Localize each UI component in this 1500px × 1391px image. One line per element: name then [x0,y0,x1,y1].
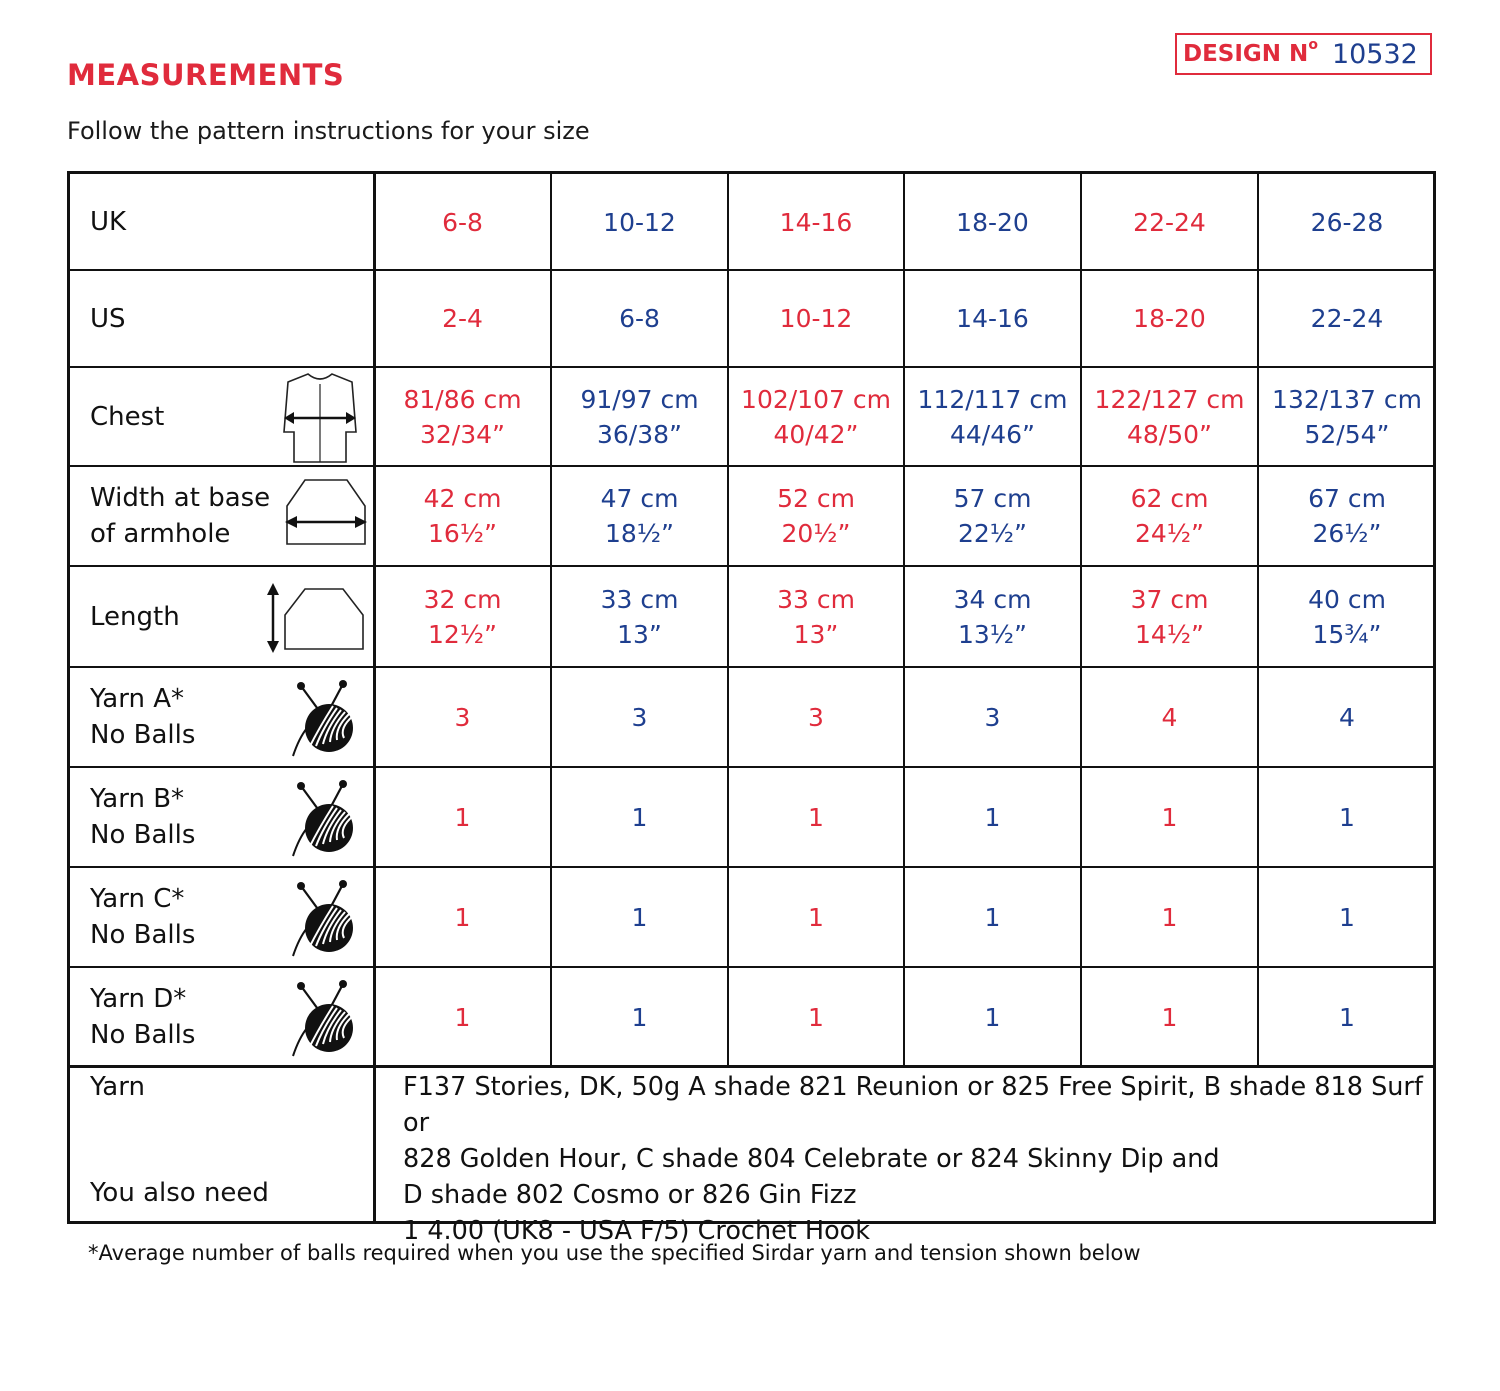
size-value-cell [1081,900,1258,935]
size-value-cell [1081,301,1258,336]
size-value-cell [374,301,551,336]
row-label [90,480,270,552]
yarn-details-line: 1 4.00 (UK8 - USA F/5) Crochet Hook [403,1216,871,1246]
size-value-line: 3 [631,702,648,732]
row-label-line: Chest [90,401,165,432]
size-value-cell [904,900,1081,935]
size-value-line: 26-28 [1310,207,1384,237]
width-diagram-icon [283,476,369,550]
size-value-line: 34 cm [953,584,1032,614]
size-value-line: 1 [454,902,471,932]
subtitle: Follow the pattern instructions for your size [67,117,590,145]
size-value-line: 32/34” [420,419,505,449]
yarn-details [403,1069,1433,1249]
size-value-line: 32 cm [423,584,502,614]
row-label [90,981,195,1053]
size-value-line: 1 [984,1002,1001,1032]
size-value-line: 33 cm [600,584,679,614]
size-value-cell [374,205,551,240]
row-label [90,881,195,953]
size-value-line: 6-8 [442,207,483,237]
chest-diagram-icon [280,370,360,472]
row-divider [70,666,1433,668]
size-value-cell [374,900,551,935]
size-value-line: 6-8 [619,304,660,333]
size-value-cell [728,205,904,240]
size-value-line: 48/50” [1127,419,1212,449]
size-value-line: 22½” [958,519,1027,548]
size-value-line: 10-12 [779,304,853,333]
size-value-cell [1081,582,1258,652]
row-label [90,301,126,337]
size-value-line: 1 [808,902,824,932]
size-value-cell [904,382,1081,452]
size-value-line: 1 [631,802,648,832]
size-value-line: 40/42” [773,419,859,449]
size-value-line: 13” [793,619,839,649]
size-value-line: 132/137 cm [1272,384,1422,414]
size-value-line: 1 [1339,1002,1355,1032]
size-value-line: 57 cm [953,484,1032,513]
row-label [90,399,164,435]
size-value-line: 1 [808,802,824,832]
size-value-cell [374,382,551,452]
size-value-line: 67 cm [1308,484,1386,513]
size-value-line: 52 cm [777,484,855,513]
row-label-line: No Balls [90,820,196,850]
size-value-cell [728,382,904,452]
row-divider [70,565,1433,567]
size-value-line: 33 cm [777,584,855,614]
size-value-cell [1258,800,1436,835]
size-value-cell [551,301,728,336]
size-value-cell [551,481,728,551]
row-label-line: Yarn D* [90,984,187,1014]
size-value-line: 14½” [1135,619,1204,649]
also-need-label: You also need [90,1178,269,1208]
row-label-line: No Balls [90,720,196,750]
row-label-line: Yarn B* [90,784,185,814]
size-value-line: 14-16 [779,207,853,237]
size-value-line: 1 [1161,802,1178,832]
size-value-cell [728,301,904,336]
size-value-line: 20½” [781,519,851,548]
row-divider [70,1065,1433,1068]
size-value-line: 12½” [428,619,497,649]
size-value-line: 15¾” [1312,619,1382,649]
size-value-cell [904,205,1081,240]
size-value-cell [1258,301,1436,336]
size-value-cell [728,800,904,835]
size-value-cell [551,700,728,735]
size-value-cell [1258,900,1436,935]
size-value-line: 122/127 cm [1094,384,1245,414]
size-value-cell [551,1000,728,1035]
row-label [90,599,180,635]
measurements-table [67,171,1436,1246]
size-value-line: 1 [808,1002,824,1032]
size-value-cell [904,481,1081,551]
size-value-line: 10-12 [603,207,676,237]
row-label-line: Width at base [90,483,271,513]
size-value-line: 112/117 cm [917,384,1068,414]
size-value-line: 26½” [1312,519,1382,548]
size-value-cell [728,700,904,735]
size-value-line: 4 [1161,702,1178,732]
size-value-line: 52/54” [1304,419,1390,449]
size-value-line: 18½” [605,519,674,548]
design-number: 10532 [1331,38,1418,70]
row-label [90,204,126,240]
row-divider [70,966,1433,968]
row-label-line: Yarn A* [90,684,184,714]
size-value-cell [728,481,904,551]
yarn-details-line: D shade 802 Cosmo or 826 Gin Fizz [403,1180,857,1210]
size-value-line: 14-16 [956,304,1029,333]
size-value-line: 3 [454,702,471,732]
size-value-cell [1081,382,1258,452]
size-value-cell [1081,205,1258,240]
size-value-line: 1 [984,802,1001,832]
yarn-details-line: 828 Golden Hour, C shade 804 Celebrate or 824 Skinny Dip and [403,1144,1220,1174]
row-label [90,681,195,753]
size-value-line: 16½” [428,519,497,548]
row-divider [70,465,1433,467]
size-value-line: 36/38” [597,419,682,449]
size-value-line: 1 [1339,902,1355,932]
size-value-cell [1258,582,1436,652]
size-value-cell [551,800,728,835]
size-value-line: 91/97 cm [580,384,699,414]
size-value-cell [1258,382,1436,452]
size-value-cell [904,1000,1081,1035]
design-label: DESIGN N [1183,41,1309,67]
size-value-line: 47 cm [600,484,679,513]
yarn-details-line: F137 Stories, DK, 50g A shade 821 Reunion or 825 Free Spirit, B shade 818 Surf or [403,1072,1423,1138]
size-value-line: 1 [1161,902,1178,932]
size-value-cell [551,382,728,452]
size-value-line: 1 [454,802,471,832]
size-value-line: 24½” [1135,519,1204,548]
size-value-line: 13½” [958,619,1027,649]
size-value-line: 1 [1339,802,1355,832]
size-value-cell [728,582,904,652]
size-value-cell [551,582,728,652]
size-value-line: 22-24 [1133,207,1206,237]
size-value-line: 44/46” [950,419,1035,449]
size-value-cell [904,700,1081,735]
row-label-line: Yarn C* [90,884,185,914]
design-number-box [1175,33,1432,75]
row-label-line: No Balls [90,1020,196,1050]
size-value-cell [1258,481,1436,551]
length-diagram-icon [265,583,365,657]
row-divider [70,766,1433,768]
size-value-cell [728,900,904,935]
row-label-line: US [90,303,126,334]
size-value-line: 3 [808,702,824,732]
size-value-line: 22-24 [1310,304,1384,333]
size-value-cell [904,582,1081,652]
size-value-line: 18-20 [956,207,1029,237]
yarn-ball-icon [289,878,359,962]
yarn-ball-icon [289,978,359,1062]
page-title: MEASUREMENTS [67,58,345,92]
size-value-line: 18-20 [1133,304,1206,333]
size-value-cell [1081,800,1258,835]
size-value-line: 1 [984,902,1001,932]
size-value-line: 81/86 cm [403,384,522,414]
size-value-line: 13” [617,619,662,649]
size-value-cell [374,582,551,652]
row-label-line: UK [90,207,127,237]
size-value-line: 42 cm [423,484,502,513]
size-value-line: 40 cm [1308,584,1386,614]
row-label-line: No Balls [90,920,196,950]
size-value-cell [1081,481,1258,551]
size-value-cell [904,800,1081,835]
row-label [90,781,195,853]
row-divider [70,866,1433,868]
row-label-line: of armhole [90,519,231,549]
size-value-line: 62 cm [1130,484,1209,513]
size-value-line: 1 [631,902,648,932]
design-label-superscript: o [1308,37,1318,53]
size-value-cell [1258,700,1436,735]
size-value-cell [551,900,728,935]
yarn-label: Yarn [90,1072,145,1102]
size-value-cell [374,700,551,735]
yarn-ball-icon [289,778,359,862]
row-divider [70,366,1433,368]
size-value-line: 3 [984,702,1001,732]
size-value-cell [1258,1000,1436,1035]
yarn-ball-icon [289,678,359,762]
size-value-line: 37 cm [1130,584,1209,614]
size-value-line: 2-4 [442,304,483,333]
size-value-cell [374,481,551,551]
size-value-line: 1 [631,1002,648,1032]
size-value-cell [1081,700,1258,735]
size-value-cell [374,800,551,835]
size-value-line: 1 [454,1002,471,1032]
size-value-cell [1258,205,1436,240]
footnote: *Average number of balls required when you use the specified Sirdar yarn and tension shown below [88,1241,1141,1265]
size-value-line: 1 [1161,1002,1178,1032]
size-value-line: 102/107 cm [741,384,891,414]
size-value-cell [904,301,1081,336]
size-value-cell [728,1000,904,1035]
size-value-cell [374,1000,551,1035]
size-value-line: 4 [1339,702,1355,732]
row-divider [70,269,1433,271]
size-value-cell [1081,1000,1258,1035]
size-value-cell [551,205,728,240]
row-label-line: Length [90,601,180,632]
